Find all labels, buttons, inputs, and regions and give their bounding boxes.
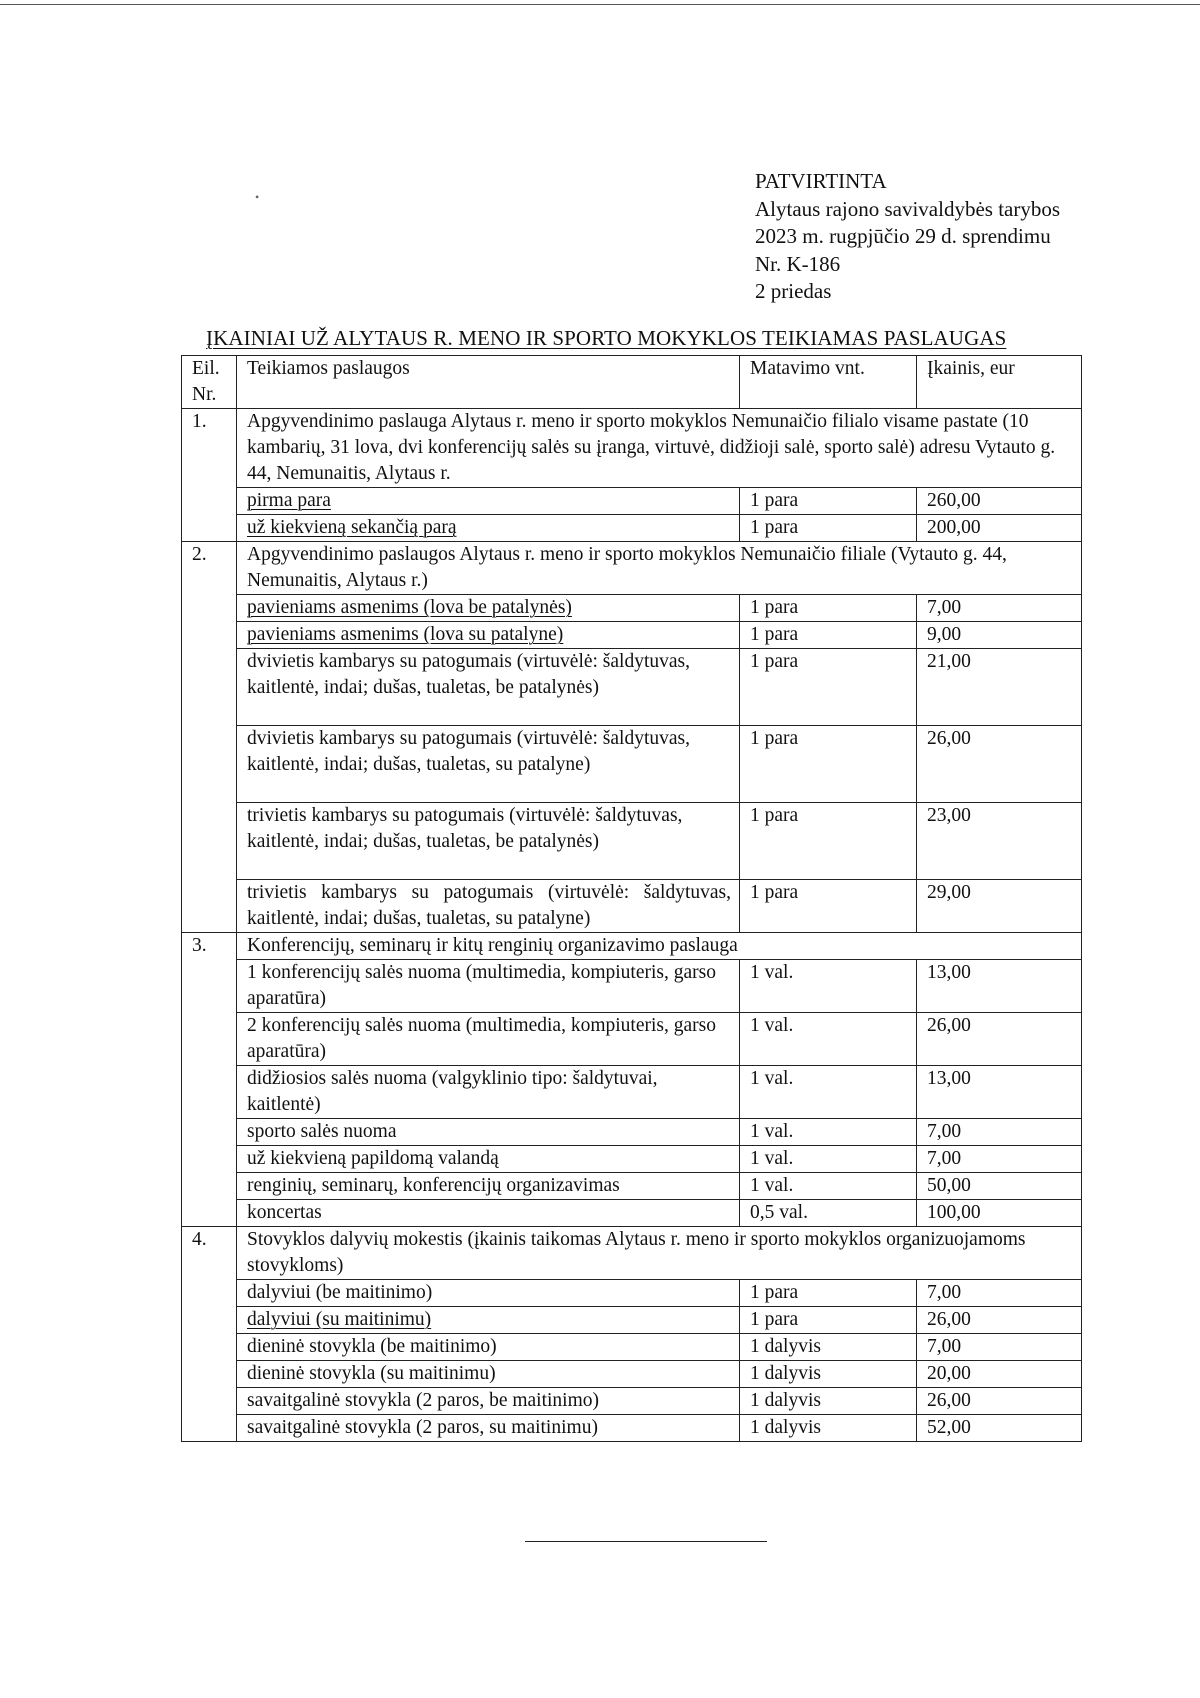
cell-price <box>917 1361 1082 1388</box>
service-text: pirma para <box>247 490 331 511</box>
section-number: 1. <box>182 409 237 542</box>
cell-price <box>917 595 1082 622</box>
price-text: 26,00 <box>927 1015 971 1036</box>
cell-unit <box>740 1307 917 1334</box>
table-row <box>182 1307 1082 1334</box>
cell-service <box>237 1200 740 1227</box>
price-text: 50,00 <box>927 1175 971 1196</box>
row-spacer <box>247 701 731 725</box>
cell-service <box>237 1013 740 1066</box>
unit-text: 1 val. <box>750 1068 794 1089</box>
cell-service <box>237 803 740 880</box>
section-title: Stovyklos dalyvių mokestis (įkainis taikomas Alytaus r. meno ir sporto mokyklos organizuojamoms stovykloms) <box>237 1227 1082 1280</box>
cell-unit <box>740 595 917 622</box>
table-row <box>182 1280 1082 1307</box>
cell-price <box>917 1146 1082 1173</box>
cell-service <box>237 1334 740 1361</box>
header-price: Įkainis, eur <box>917 356 1082 409</box>
scan-top-border <box>0 4 1200 5</box>
cell-service <box>237 488 740 515</box>
table-row <box>182 515 1082 542</box>
price-text: 26,00 <box>927 1309 971 1330</box>
header-unit: Matavimo vnt. <box>740 356 917 409</box>
approval-block <box>755 168 1060 306</box>
cell-service <box>237 1307 740 1334</box>
price-text: 21,00 <box>927 651 971 672</box>
service-text: dieninė stovykla (be maitinimo) <box>247 1336 497 1357</box>
service-text: sporto salės nuoma <box>247 1121 397 1142</box>
cell-service <box>237 880 740 933</box>
header-nr: Eil. Nr. <box>182 356 237 409</box>
row-spacer <box>247 855 731 879</box>
cell-unit <box>740 1361 917 1388</box>
cell-service <box>237 515 740 542</box>
service-text: trivietis kambarys su patogumais (virtuvėlė: šaldytuvas, kaitlentė, indai; dušas, tualetas, be patalynės) <box>247 805 683 852</box>
unit-text: 1 dalyvis <box>750 1417 821 1438</box>
cell-price <box>917 880 1082 933</box>
cell-unit <box>740 726 917 803</box>
cell-price <box>917 1307 1082 1334</box>
service-text: pavieniams asmenims (lova be patalynės) <box>247 597 572 618</box>
unit-text: 0,5 val. <box>750 1202 808 1223</box>
table-row <box>182 1013 1082 1066</box>
price-text: 100,00 <box>927 1202 981 1223</box>
unit-text: 1 para <box>750 1282 799 1303</box>
cell-unit <box>740 1013 917 1066</box>
table-row <box>182 488 1082 515</box>
service-text: už kiekvieną papildomą valandą <box>247 1148 499 1169</box>
unit-text: 1 para <box>750 882 799 903</box>
cell-price <box>917 1200 1082 1227</box>
unit-text: 1 val. <box>750 1148 794 1169</box>
cell-service <box>237 1119 740 1146</box>
unit-text: 1 para <box>750 624 799 645</box>
cell-unit <box>740 622 917 649</box>
cell-price <box>917 622 1082 649</box>
cell-price <box>917 649 1082 726</box>
cell-unit <box>740 1280 917 1307</box>
service-text: pavieniams asmenims (lova su patalyne) <box>247 624 564 645</box>
section-row <box>182 409 1082 488</box>
approval-line: 2023 m. rugpjūčio 29 d. sprendimu <box>755 224 1051 248</box>
approval-line: Nr. K-186 <box>755 251 841 276</box>
cell-price <box>917 1013 1082 1066</box>
unit-text: 1 val. <box>750 1121 794 1142</box>
table-row <box>182 1200 1082 1227</box>
header-service: Teikiamos paslaugos <box>237 356 740 409</box>
cell-price <box>917 1066 1082 1119</box>
section-title: Konferencijų, seminarų ir kitų renginių organizavimo paslauga <box>237 933 1082 960</box>
cell-price <box>917 1388 1082 1415</box>
unit-text: 1 para <box>750 1309 799 1330</box>
table-row <box>182 1334 1082 1361</box>
section-number: 4. <box>182 1227 237 1442</box>
cell-price <box>917 1280 1082 1307</box>
service-text: savaitgalinė stovykla (2 paros, be maitinimo) <box>247 1390 599 1411</box>
unit-text: 1 val. <box>750 962 794 983</box>
unit-text: 1 para <box>750 805 799 826</box>
table-row <box>182 622 1082 649</box>
price-text: 23,00 <box>927 805 971 826</box>
section-title: Apgyvendinimo paslauga Alytaus r. meno ir sporto mokyklos Nemunaičio filialo visame pastate (10 kambarių, 31 lova, dvi konferencijų salės su įranga, virtuvė, didžioji salė, sporto salė) adresu Vytauto g. 44, Nemunaitis, Alytaus r. <box>237 409 1082 488</box>
cell-unit <box>740 1415 917 1442</box>
table-row <box>182 1173 1082 1200</box>
price-text: 7,00 <box>927 1336 962 1357</box>
price-text: 7,00 <box>927 1121 962 1142</box>
unit-text: 1 val. <box>750 1015 794 1036</box>
approval-line: PATVIRTINTA <box>755 169 887 193</box>
cell-service <box>237 1173 740 1200</box>
unit-text: 1 para <box>750 651 799 672</box>
cell-price <box>917 960 1082 1013</box>
table-row <box>182 649 1082 726</box>
service-text: dalyviui (be maitinimo) <box>247 1282 433 1303</box>
unit-text: 1 para <box>750 490 799 511</box>
cell-service <box>237 595 740 622</box>
table-row <box>182 1119 1082 1146</box>
service-text: dvivietis kambarys su patogumais (virtuvėlė: šaldytuvas, kaitlentė, indai; dušas, tualetas, be patalynės) <box>247 651 691 698</box>
service-text: trivietis kambarys su patogumais (virtuvėlė: šaldytuvas, kaitlentė, indai; dušas, tualetas, su patalyne) <box>247 882 731 929</box>
table-row <box>182 803 1082 880</box>
section-number: 3. <box>182 933 237 1227</box>
cell-service <box>237 1415 740 1442</box>
approval-line: 2 priedas <box>755 279 832 303</box>
price-text: 260,00 <box>927 490 981 511</box>
cell-service <box>237 1388 740 1415</box>
approval-line: Alytaus rajono savivaldybės tarybos <box>755 196 1061 221</box>
table-row <box>182 1415 1082 1442</box>
table-row <box>182 726 1082 803</box>
price-text: 26,00 <box>927 1390 971 1411</box>
cell-service <box>237 649 740 726</box>
cell-price <box>917 1173 1082 1200</box>
cell-price <box>917 1119 1082 1146</box>
section-row <box>182 542 1082 595</box>
cell-unit <box>740 803 917 880</box>
unit-text: 1 val. <box>750 1175 794 1196</box>
price-text: 200,00 <box>927 517 981 538</box>
unit-text: 1 para <box>750 597 799 618</box>
fees-table <box>181 355 1082 1442</box>
cell-price <box>917 1415 1082 1442</box>
cell-service <box>237 1361 740 1388</box>
cell-price <box>917 488 1082 515</box>
cell-unit <box>740 960 917 1013</box>
cell-unit <box>740 1146 917 1173</box>
end-rule <box>525 1541 767 1542</box>
table-header-row <box>182 356 1082 409</box>
section-title: Apgyvendinimo paslaugos Alytaus r. meno ir sporto mokyklos Nemunaičio filiale (Vytauto g. 44, Nemunaitis, Alytaus r.) <box>237 542 1082 595</box>
service-text: dvivietis kambarys su patogumais (virtuvėlė: šaldytuvas, kaitlentė, indai; dušas, tualetas, su patalyne) <box>247 728 691 775</box>
document-title: ĮKAINIAI UŽ ALYTAUS R. MENO IR SPORTO MOKYKLOS TEIKIAMAS PASLAUGAS <box>206 326 1007 350</box>
table-row <box>182 1066 1082 1119</box>
cell-unit <box>740 488 917 515</box>
cell-unit <box>740 880 917 933</box>
price-text: 7,00 <box>927 1282 962 1303</box>
table-row <box>182 595 1082 622</box>
cell-service <box>237 1280 740 1307</box>
unit-text: 1 dalyvis <box>750 1336 821 1357</box>
service-text: už kiekvieną sekančią parą <box>247 517 457 538</box>
section-number: 2. <box>182 542 237 933</box>
section-row <box>182 1227 1082 1280</box>
cell-unit <box>740 649 917 726</box>
table-row <box>182 1361 1082 1388</box>
cell-service <box>237 726 740 803</box>
table-row <box>182 1388 1082 1415</box>
cell-service <box>237 1146 740 1173</box>
cell-unit <box>740 1200 917 1227</box>
price-text: 13,00 <box>927 962 971 983</box>
service-text: savaitgalinė stovykla (2 paros, su maitinimu) <box>247 1417 598 1438</box>
cell-unit <box>740 1119 917 1146</box>
price-text: 13,00 <box>927 1068 971 1089</box>
price-text: 7,00 <box>927 1148 962 1169</box>
service-text: dieninė stovykla (su maitinimu) <box>247 1363 496 1384</box>
row-spacer <box>247 778 731 802</box>
cell-price <box>917 1334 1082 1361</box>
service-text: dalyviui (su maitinimu) <box>247 1309 432 1330</box>
table-row <box>182 960 1082 1013</box>
cell-unit <box>740 1173 917 1200</box>
price-text: 26,00 <box>927 728 971 749</box>
scan-speck: • <box>255 190 260 204</box>
unit-text: 1 dalyvis <box>750 1363 821 1384</box>
service-text: didžiosios salės nuoma (valgyklinio tipo: šaldytuvai, kaitlentė) <box>247 1068 658 1115</box>
cell-service <box>237 1066 740 1119</box>
price-text: 29,00 <box>927 882 971 903</box>
cell-price <box>917 803 1082 880</box>
unit-text: 1 dalyvis <box>750 1390 821 1411</box>
cell-unit <box>740 1388 917 1415</box>
section-row <box>182 933 1082 960</box>
price-text: 9,00 <box>927 624 962 645</box>
cell-unit <box>740 1334 917 1361</box>
price-text: 20,00 <box>927 1363 971 1384</box>
price-text: 52,00 <box>927 1417 971 1438</box>
table-row <box>182 1146 1082 1173</box>
cell-unit <box>740 515 917 542</box>
service-text: renginių, seminarų, konferencijų organizavimas <box>247 1175 620 1196</box>
cell-unit <box>740 1066 917 1119</box>
unit-text: 1 para <box>750 728 799 749</box>
cell-service <box>237 622 740 649</box>
unit-text: 1 para <box>750 517 799 538</box>
table-row <box>182 880 1082 933</box>
service-text: 2 konferencijų salės nuoma (multimedia, kompiuteris, garso aparatūra) <box>247 1015 716 1062</box>
cell-service <box>237 960 740 1013</box>
service-text: koncertas <box>247 1202 322 1223</box>
price-text: 7,00 <box>927 597 962 618</box>
cell-price <box>917 726 1082 803</box>
cell-price <box>917 515 1082 542</box>
service-text: 1 konferencijų salės nuoma (multimedia, kompiuteris, garso aparatūra) <box>247 962 716 1009</box>
